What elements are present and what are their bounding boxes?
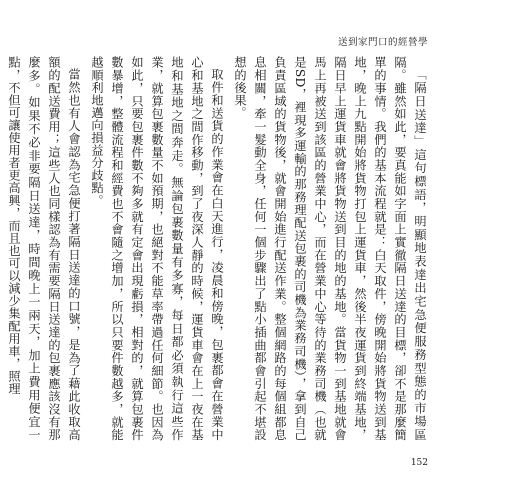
- page-number: 152: [410, 458, 428, 468]
- paragraph: 當然也有人會認為宅急便打著隔日送達的口號，是為了藉此收取高額的配送費用；這些人也同樣認為有需要隔日送達的包裹應該沒有那麼多。如果不必非要隔日送達，時間晚上一兩天，加上費用便宜一點，不但可讓使用者更高興，而且也可以減少集配用車，照理: [7, 56, 81, 441]
- paragraph: 取件和送貨的作業會在白天進行，凌晨和傍晚，包裹都會在營業中心和基地之間作移動，到了夜深人靜的時候，運貨車會在上一夜在基地和基地之間奔走。無論包裹數量有多寡，每日都必須執行這些作業，就算包裹數量不如預期，也絕對不能草率帶過任何細節。也因為如此，只要包裹件數不夠多就有定會出現虧損，相對的，就算包裹件數暴增，整體流程和經費也不會隨之增加，所以只要件數越多，就能越順利地邁向損益分歧點。: [90, 56, 224, 441]
- body-text: [7, 56, 430, 441]
- running-header: 送到家門口的經營學: [337, 37, 428, 48]
- paragraph: 「隔日送達」這句標語，明顯地表達出宅急便服務型態的市場區隔。雖然如此，要真能如字面上實徹隔日送達的目標，卻不是那麼簡單的事情。我們的基本流程就是：白天取件，傍晚開始將貨物送到基地，晚上九點開始將貨物打包上運貨車，然後半夜運貨到終端基地，隔日早上運貨車就會將貨物送到目的地的基地。當貨物一到基地就會馬上再被送到該區的營業中心，而在營業中心等待的業務司機（也就是SD，裡現多運輸的那務理配送包裹的司機為業務司機），拿到自己負責區域的貨物後，就會開始進行配送作業。整個網路的每個組都息息相關，牽一髮動全身，任何一個步驟出了點小插曲都會引起不堪設想的後果。: [233, 56, 427, 441]
